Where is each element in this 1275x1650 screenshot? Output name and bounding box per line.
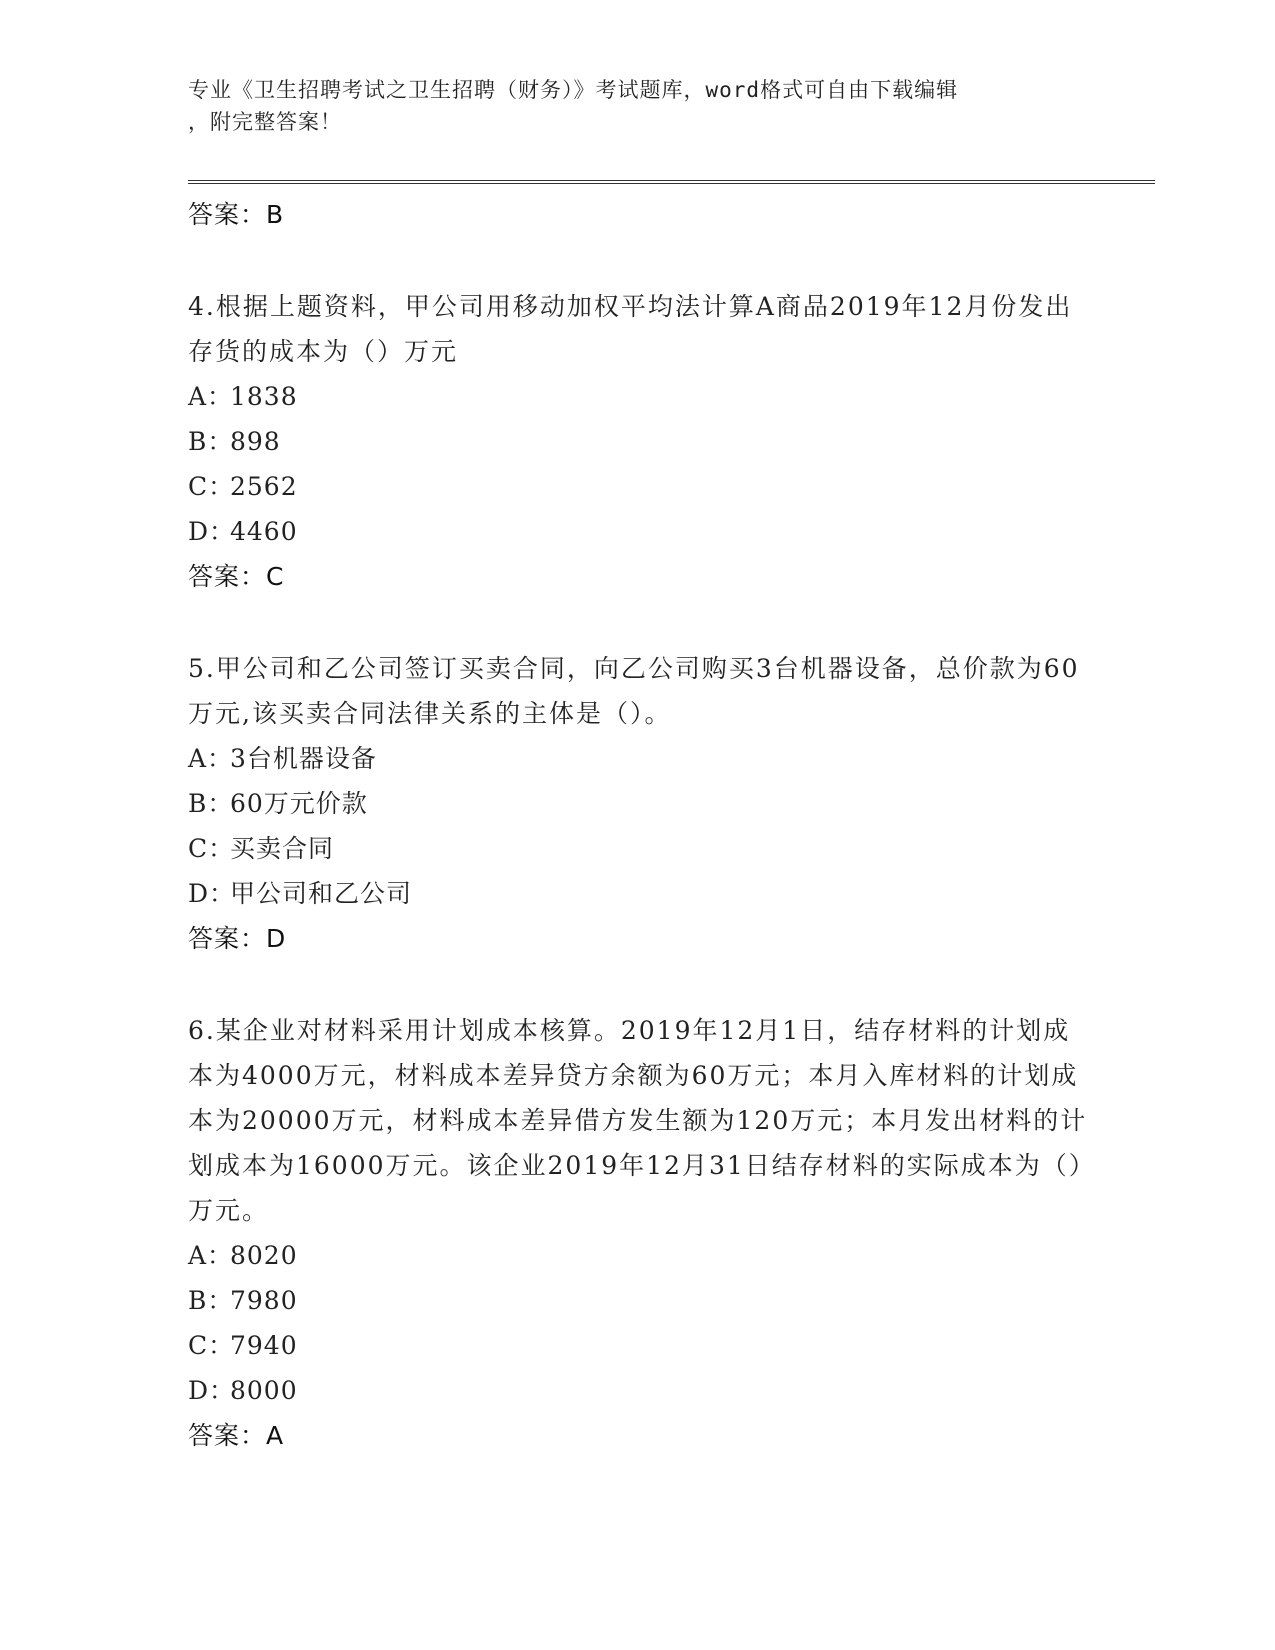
answer-line: 答案：C: [188, 562, 285, 591]
option-text: 7940: [230, 1331, 298, 1360]
header-line-2: ，附完整答案！: [188, 110, 342, 134]
option-key: D：: [188, 1376, 236, 1405]
page-header: [188, 74, 1088, 138]
option-text: 3台机器设备: [230, 744, 377, 773]
answer-line: 答案：B: [188, 200, 285, 229]
option-text: 甲公司和乙公司: [230, 879, 413, 908]
option-key: C：: [188, 472, 235, 501]
option-c: [188, 1323, 1088, 1368]
header-divider: [188, 180, 1155, 184]
answer-line: 答案：D: [188, 924, 287, 953]
option-a: [188, 1233, 1088, 1278]
option-c: [188, 464, 1088, 509]
option-key: B：: [188, 427, 234, 456]
option-text: 60万元价款: [230, 789, 368, 818]
option-b: [188, 1278, 1088, 1323]
option-text: 4460: [230, 517, 298, 546]
option-a: [188, 374, 1088, 419]
option-key: A：: [188, 744, 234, 773]
option-key: A：: [188, 382, 234, 411]
question-list: [188, 192, 1088, 1458]
option-key: B：: [188, 1286, 234, 1315]
question-item: [188, 284, 1088, 599]
option-d: [188, 871, 1088, 916]
option-a: [188, 736, 1088, 781]
question-item: [188, 646, 1088, 961]
question-item: [188, 1008, 1088, 1458]
question-stem: 5.甲公司和乙公司签订买卖合同，向乙公司购买3台机器设备，总价款为60万元,该买卖合同法律关系的主体是（）。: [188, 654, 1080, 728]
option-d: [188, 509, 1088, 554]
option-text: 2562: [230, 472, 298, 501]
option-text: 7980: [230, 1286, 298, 1315]
option-key: C：: [188, 834, 235, 863]
option-key: B：: [188, 789, 234, 818]
option-key: D：: [188, 517, 236, 546]
option-b: [188, 781, 1088, 826]
option-key: A：: [188, 1241, 234, 1270]
option-key: C：: [188, 1331, 235, 1360]
header-line-1: 专业《卫生招聘考试之卫生招聘（财务）》考试题库，word格式可自由下载编辑: [188, 78, 959, 102]
option-c: [188, 826, 1088, 871]
option-key: D：: [188, 879, 236, 908]
option-text: 1838: [230, 382, 298, 411]
option-d: [188, 1368, 1088, 1413]
option-text: 买卖合同: [230, 834, 335, 863]
question-stem: 4.根据上题资料，甲公司用移动加权平均法计算A商品2019年12月份发出存货的成本为（）万元: [188, 292, 1073, 366]
option-text: 898: [230, 427, 281, 456]
question-stem: 6.某企业对材料采用计划成本核算。2019年12月1日，结存材料的计划成本为4000万元，材料成本差异贷方余额为60万元；本月入库材料的计划成本为20000万元，材料成本差异借方发生额为120万元；本月发出材料的计划成本为16000万元。该企业2019年12月31日结存材料的实际成本为（）万元。: [188, 1016, 1088, 1225]
answer-line: 答案：A: [188, 1421, 285, 1450]
option-b: [188, 419, 1088, 464]
option-text: 8000: [230, 1376, 298, 1405]
option-text: 8020: [230, 1241, 298, 1270]
